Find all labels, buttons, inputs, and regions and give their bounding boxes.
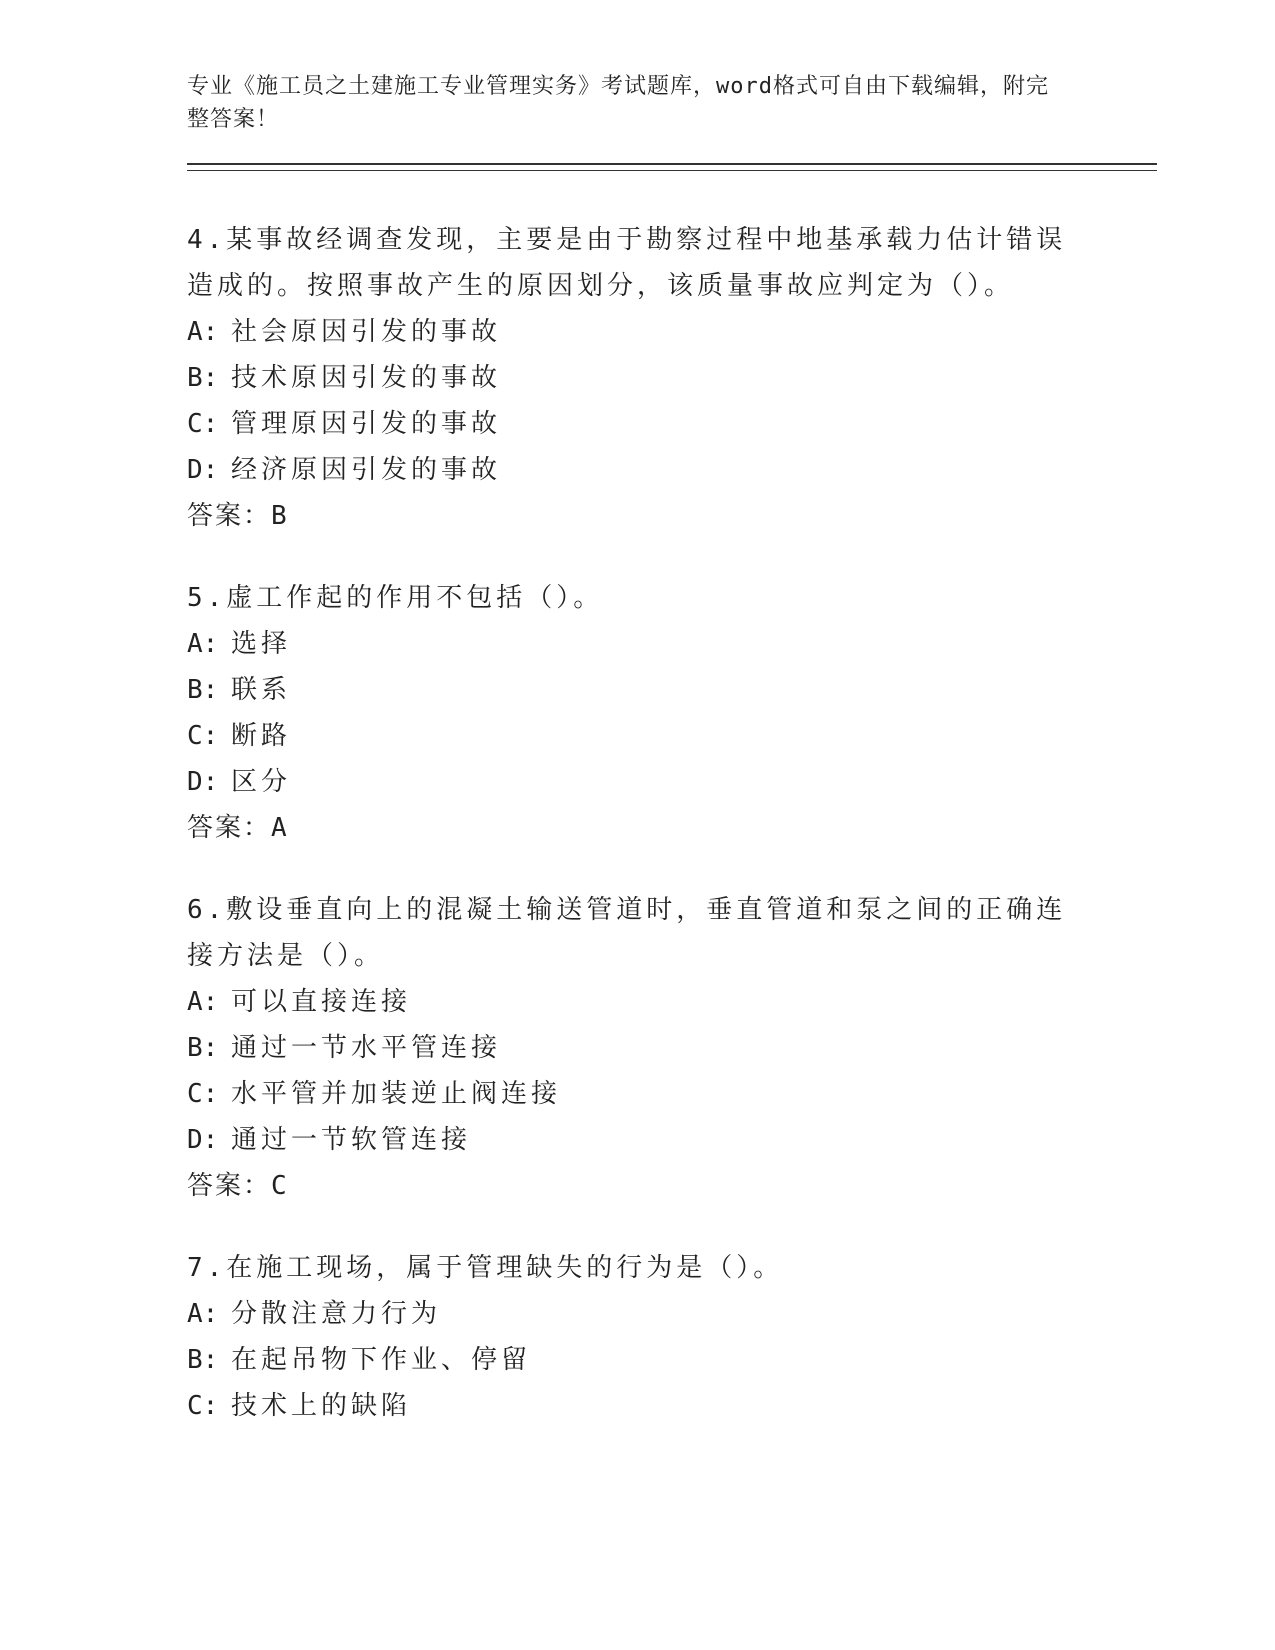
option-item (187, 1291, 1157, 1337)
option-item (187, 759, 1157, 805)
option-letter: D: (187, 1125, 219, 1155)
option-letter: B: (187, 363, 219, 393)
option-item (187, 1025, 1157, 1071)
option-letter: D: (187, 767, 219, 797)
option-item (187, 401, 1157, 447)
option-text: 通过一节水平管连接 (231, 1033, 502, 1063)
option-text: 技术原因引发的事故 (231, 363, 502, 393)
document-header: 专业《施工员之土建施工专业管理实务》考试题库，word格式可自由下载编辑，附完整答案！ (187, 74, 1049, 132)
option-item (187, 667, 1157, 713)
option-text: 联系 (231, 675, 292, 705)
option-letter: B: (187, 1345, 219, 1375)
option-item (187, 713, 1157, 759)
document-page (187, 70, 1157, 1465)
option-item (187, 1071, 1157, 1117)
option-letter: A: (187, 987, 219, 1017)
question-text: 5.虚工作起的作用不包括（）。 (187, 583, 604, 613)
option-text: 可以直接连接 (231, 987, 412, 1017)
option-text: 分散注意力行为 (231, 1299, 442, 1329)
answer-text: 答案：A (187, 813, 289, 843)
question-text: 6.敷设垂直向上的混凝土输送管道时，垂直管道和泵之间的正确连接方法是（）。 (187, 895, 1067, 971)
option-text: 在起吊物下作业、停留 (231, 1345, 532, 1375)
header-divider (187, 163, 1157, 171)
option-letter: A: (187, 317, 219, 347)
option-text: 断路 (231, 721, 292, 751)
option-item (187, 309, 1157, 355)
option-item (187, 1337, 1157, 1383)
question-item (187, 217, 1157, 539)
option-letter: C: (187, 1391, 219, 1421)
option-text: 经济原因引发的事故 (231, 455, 502, 485)
option-text: 区分 (231, 767, 292, 797)
option-item (187, 1117, 1157, 1163)
option-item (187, 447, 1157, 493)
option-item (187, 1383, 1157, 1429)
option-letter: A: (187, 629, 219, 659)
option-letter: C: (187, 1079, 219, 1109)
option-text: 社会原因引发的事故 (231, 317, 502, 347)
option-text: 管理原因引发的事故 (231, 409, 502, 439)
option-text: 技术上的缺陷 (231, 1391, 412, 1421)
option-text: 水平管并加装逆止阀连接 (231, 1079, 562, 1109)
option-letter: B: (187, 1033, 219, 1063)
option-text: 选择 (231, 629, 292, 659)
answer-text: 答案：B (187, 501, 289, 531)
option-letter: B: (187, 675, 219, 705)
option-letter: A: (187, 1299, 219, 1329)
question-text: 7.在施工现场，属于管理缺失的行为是（）。 (187, 1253, 784, 1283)
option-text: 通过一节软管连接 (231, 1125, 472, 1155)
answer-text: 答案：C (187, 1171, 289, 1201)
question-item (187, 1245, 1157, 1429)
option-item (187, 979, 1157, 1025)
question-item (187, 575, 1157, 851)
option-letter: D: (187, 455, 219, 485)
question-item (187, 887, 1157, 1209)
option-letter: C: (187, 721, 219, 751)
option-letter: C: (187, 409, 219, 439)
question-text: 4.某事故经调查发现，主要是由于勘察过程中地基承载力估计错误造成的。按照事故产生的原因划分，该质量事故应判定为（）。 (187, 225, 1067, 301)
question-list (187, 217, 1157, 1429)
option-item (187, 355, 1157, 401)
option-item (187, 621, 1157, 667)
